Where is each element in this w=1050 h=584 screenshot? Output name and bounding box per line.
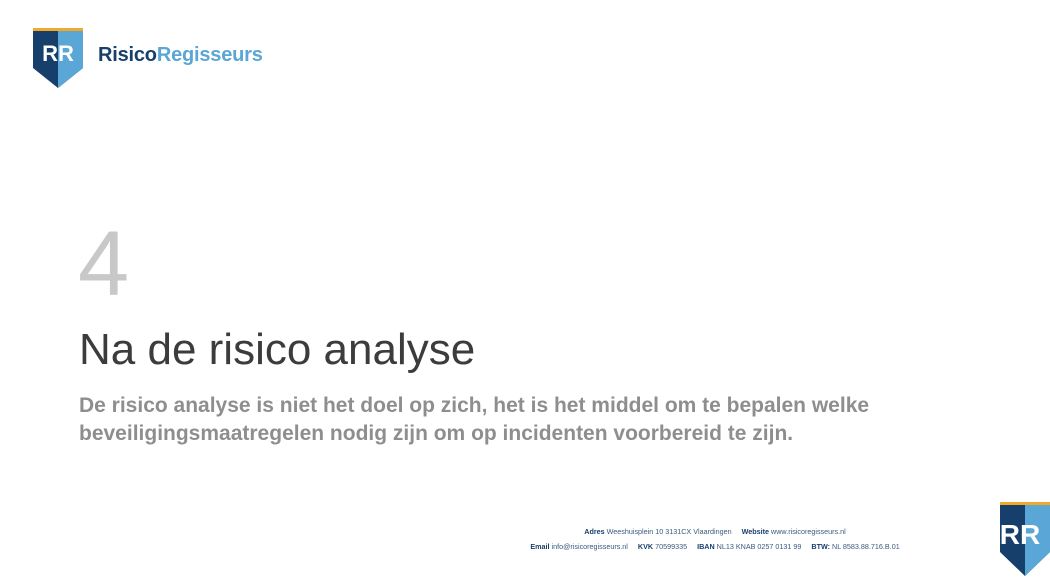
company-logo bbox=[33, 28, 263, 88]
email-label: Email bbox=[530, 542, 550, 551]
website-label: Website bbox=[741, 527, 770, 536]
footer-line-1 bbox=[470, 524, 960, 539]
brand-name bbox=[98, 44, 263, 67]
iban-value: NL13 KNAB 0257 0131 99 bbox=[716, 542, 802, 551]
corner-logo bbox=[999, 502, 1041, 579]
kvk-label: KVK bbox=[637, 542, 654, 551]
section-number: 4 bbox=[78, 213, 130, 315]
corner-shield-icon bbox=[1000, 502, 1050, 579]
adres-city: Vlaardingen bbox=[693, 527, 732, 536]
corner-monogram: RR bbox=[999, 519, 1041, 550]
footer-contact bbox=[470, 524, 960, 554]
kvk-value: 70599335 bbox=[655, 542, 688, 551]
brand-name-part1: Risico bbox=[98, 43, 157, 66]
logo-monogram: RR bbox=[42, 41, 74, 66]
shield-logo-icon bbox=[33, 28, 83, 88]
slide-subtitle: De risico analyse is niet het doel op zich, het is het middel om te bepalen welke beveiligingsmaatregelen nodig zijn om op incidenten voorbereid te zijn. bbox=[79, 394, 870, 445]
email-link[interactable]: info@risicoregisseurs.nl bbox=[551, 542, 628, 551]
brand-name-part2: Regisseurs bbox=[156, 43, 263, 66]
slide-title: Na de risico analyse bbox=[79, 325, 476, 374]
btw-value: NL 8583.88.716.B.01 bbox=[832, 542, 900, 551]
iban-label: IBAN bbox=[697, 542, 715, 551]
footer-line-2 bbox=[470, 539, 960, 554]
btw-label: BTW: bbox=[811, 542, 831, 551]
adres-street: Weeshuisplein 10 bbox=[606, 527, 664, 536]
adres-zip: 3131CX bbox=[665, 527, 692, 536]
adres-label: Adres bbox=[584, 527, 605, 536]
website-link[interactable]: www.risicoregisseurs.nl bbox=[771, 527, 846, 536]
